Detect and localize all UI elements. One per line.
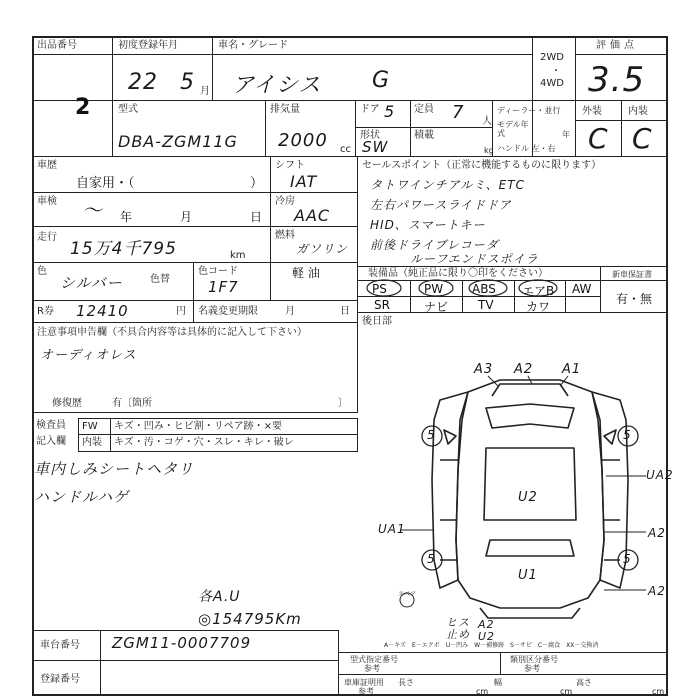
lot-label: 出品番号 bbox=[37, 40, 77, 51]
mark-u2: U2 bbox=[518, 490, 538, 505]
ac-label: 冷房 bbox=[275, 196, 295, 207]
mark-top-a1: A1 bbox=[562, 362, 582, 377]
ac-value: AAC bbox=[294, 206, 331, 225]
inspection-mark: ～ bbox=[82, 198, 103, 222]
height-label: 高さ bbox=[576, 678, 592, 687]
inspection-year: 年 bbox=[120, 210, 133, 224]
inspector-label-1: 検査員 bbox=[36, 420, 66, 431]
reg-cert-ref: 参考 bbox=[358, 687, 374, 696]
mark-bottom-u2: U2 bbox=[478, 630, 496, 643]
recycle-label: R券 bbox=[37, 306, 54, 317]
color-change-label: 色替 bbox=[150, 274, 170, 285]
interior-label: 内装 bbox=[628, 106, 648, 117]
warranty-options: 有・無 bbox=[616, 292, 653, 306]
tire-mark: 5 bbox=[623, 552, 632, 566]
deadline-label: 名義変更期限 bbox=[198, 306, 258, 317]
model-label: 型式 bbox=[118, 104, 138, 115]
totals-line-2: ◎154795Km bbox=[198, 610, 302, 628]
dealer-label: ディーラー・並行 bbox=[497, 106, 561, 115]
history-label: 車歴 bbox=[37, 160, 57, 171]
kg-unit: kg bbox=[484, 146, 494, 155]
divider bbox=[32, 630, 338, 631]
damage-legend: A－キズ E－エクボ U－凹み W－補修跡 S－サビ C－腐食 XX－交換済 bbox=[384, 642, 599, 649]
lot-number: 2 bbox=[75, 95, 91, 120]
repair-close: 〕 bbox=[338, 398, 348, 409]
fuel-label: 燃料 bbox=[275, 230, 295, 241]
displacement-value: 2000 bbox=[278, 130, 328, 151]
spare-label: スペア bbox=[398, 591, 417, 598]
interior-value: C bbox=[632, 122, 653, 155]
mark-right-ua2: UA2 bbox=[646, 468, 674, 482]
type-cert-label: 型式指定番号 bbox=[350, 655, 398, 664]
length-label: 長さ bbox=[398, 678, 414, 687]
tire-mark: 5 bbox=[427, 552, 436, 566]
score-label: 評価点 bbox=[596, 40, 638, 51]
type-cert-ref: 参考 bbox=[364, 664, 380, 673]
inspector-comment: 車内しみシートヘタリ bbox=[34, 460, 195, 478]
mark-right-a2: A2 bbox=[648, 526, 666, 540]
deadline-month: 月 bbox=[285, 306, 295, 317]
exterior-value: C bbox=[588, 122, 609, 155]
mark-bottom-a2: A2 bbox=[478, 618, 495, 631]
category-label: 類別区分番号 bbox=[510, 655, 558, 664]
displacement-label: 排気量 bbox=[270, 104, 300, 115]
car-name-label: 車名・グレード bbox=[218, 40, 288, 51]
height-unit: cm bbox=[652, 687, 665, 696]
mileage-value: 15万4千795 bbox=[70, 239, 177, 259]
mark-u1: U1 bbox=[518, 568, 538, 583]
sales-points-label: セールスポイント（正常に機能するものに限ります） bbox=[362, 160, 602, 171]
km-unit: km bbox=[230, 250, 246, 261]
cc-unit: cc bbox=[340, 144, 351, 155]
equip-abs: ABS bbox=[472, 282, 496, 296]
new-warranty-label: 新車保証書 bbox=[612, 270, 652, 279]
divider bbox=[338, 630, 339, 696]
mark-top-a2: A2 bbox=[514, 362, 534, 377]
person-unit: 人 bbox=[482, 116, 492, 127]
first-reg-month: 5 bbox=[180, 70, 195, 95]
exterior-label: 外装 bbox=[582, 106, 602, 117]
yen-unit: 円 bbox=[176, 306, 186, 317]
interior-check-items: キズ・汚・コゲ・穴・スレ・キレ・破レ bbox=[114, 437, 294, 448]
shape-value: SW bbox=[362, 138, 389, 156]
repair-label: 修復歴 bbox=[52, 398, 82, 409]
fw-items: キズ・凹み・ヒビ割・リペア跡・×要 bbox=[114, 421, 282, 432]
equipment-label: 装備品（純正品に限り〇印をください） bbox=[368, 268, 548, 279]
mileage-label: 走行 bbox=[37, 232, 57, 243]
length-unit: cm bbox=[476, 687, 489, 696]
sales-point-line: HID、スマートキー bbox=[370, 218, 486, 232]
width-label: 幅 bbox=[494, 678, 502, 687]
tire-mark: 5 bbox=[623, 428, 632, 442]
tire-mark: 5 bbox=[427, 428, 436, 442]
history-close: ） bbox=[250, 176, 264, 191]
inspection-day: 日 bbox=[250, 210, 263, 224]
shift-label: シフト bbox=[275, 160, 305, 171]
equip-aw: AW bbox=[572, 282, 592, 296]
shape-label: 形状 bbox=[360, 130, 380, 141]
inspection-label: 車検 bbox=[37, 196, 57, 207]
capacity-value: 7 bbox=[452, 102, 465, 123]
inspection-month: 月 bbox=[180, 210, 193, 224]
color-code-value: 1F7 bbox=[208, 278, 239, 296]
color-value: シルバー bbox=[60, 274, 123, 292]
month-unit: 月 bbox=[200, 86, 210, 97]
equip-tv: TV bbox=[478, 298, 494, 312]
equip-leather: カワ bbox=[526, 300, 551, 314]
reg-cert-label: 車庫証明用 bbox=[344, 678, 384, 687]
first-reg-label: 初度登録年月 bbox=[118, 40, 178, 51]
sales-point-line: タトワインチアルミ、ETC bbox=[370, 178, 525, 192]
inspector-comment: ハンドルハゲ bbox=[34, 488, 129, 506]
mark-bottom-hisu: ヒス bbox=[446, 616, 470, 629]
drive-4wd: 4WD bbox=[540, 78, 564, 89]
notes-label: 注意事項申告欄（不具合内容等は具体的に記入して下さい） bbox=[37, 327, 307, 338]
sales-point-line: 左右パワースライドドア bbox=[370, 198, 512, 212]
door-value: 5 bbox=[384, 102, 396, 121]
color-code-label: 色コード bbox=[198, 266, 238, 277]
notes-value: オーディオレス bbox=[40, 348, 137, 363]
history-value: 自家用・（ bbox=[76, 176, 135, 191]
totals-line-1: 各A.U bbox=[198, 589, 241, 605]
year-unit: 年 bbox=[562, 130, 570, 139]
chassis-label: 車台番号 bbox=[40, 640, 80, 651]
divider bbox=[338, 652, 668, 653]
door-label: ドア bbox=[360, 104, 380, 115]
model-value: DBA-ZGM11G bbox=[118, 132, 238, 151]
category-ref: 参考 bbox=[524, 664, 540, 673]
grade: G bbox=[372, 68, 391, 93]
fuel-gasoline: ガソリン bbox=[296, 242, 349, 256]
shift-value: IAT bbox=[290, 172, 318, 191]
first-reg-year: 22 bbox=[128, 70, 158, 95]
model-year-label: モデル年式 bbox=[497, 120, 529, 138]
drive-2wd: 2WD bbox=[540, 52, 564, 63]
equip-pw: PW bbox=[424, 282, 444, 296]
divider bbox=[500, 652, 501, 674]
chassis-number: ZGM11-0007709 bbox=[112, 634, 252, 652]
reg-label: 登録番号 bbox=[40, 674, 80, 685]
car-name: アイシス bbox=[232, 73, 322, 98]
capacity-label: 定員 bbox=[414, 104, 434, 115]
inspector-label-2: 記入欄 bbox=[36, 436, 66, 447]
sales-point-line: 前後ドライブレコーダ bbox=[370, 238, 499, 252]
score-value: 3.5 bbox=[588, 60, 646, 100]
divider bbox=[32, 660, 338, 661]
handle-label: ハンドル 左・右 bbox=[497, 144, 556, 153]
fuel-diesel: 軽 油 bbox=[292, 266, 320, 280]
rear-seat-label: 後日部 bbox=[362, 316, 392, 327]
width-unit: cm bbox=[560, 687, 573, 696]
recycle-value: 12410 bbox=[76, 302, 129, 320]
mark-bottom-tome: 止め bbox=[446, 628, 470, 641]
load-label: 積載 bbox=[414, 130, 434, 141]
equip-ps: PS bbox=[372, 282, 387, 296]
divider bbox=[338, 674, 668, 675]
divider bbox=[100, 630, 101, 696]
fw-label: FW bbox=[82, 421, 98, 432]
mark-top-a3: A3 bbox=[474, 362, 494, 377]
repair-value: 有〔箇所 bbox=[112, 398, 152, 409]
equip-airbag: エアB bbox=[522, 284, 555, 298]
mark-left-ua1: UA1 bbox=[378, 522, 406, 536]
equip-sr: SR bbox=[374, 298, 390, 312]
interior-check-label: 内装 bbox=[82, 437, 102, 448]
mark-right-a2: A2 bbox=[648, 584, 666, 598]
sales-point-line: ルーフエンドスポイラ bbox=[410, 252, 539, 266]
drive-dot: ・ bbox=[551, 66, 561, 77]
deadline-day: 日 bbox=[340, 306, 350, 317]
color-label: 色 bbox=[37, 266, 47, 277]
equip-navi: ナビ bbox=[424, 300, 449, 314]
